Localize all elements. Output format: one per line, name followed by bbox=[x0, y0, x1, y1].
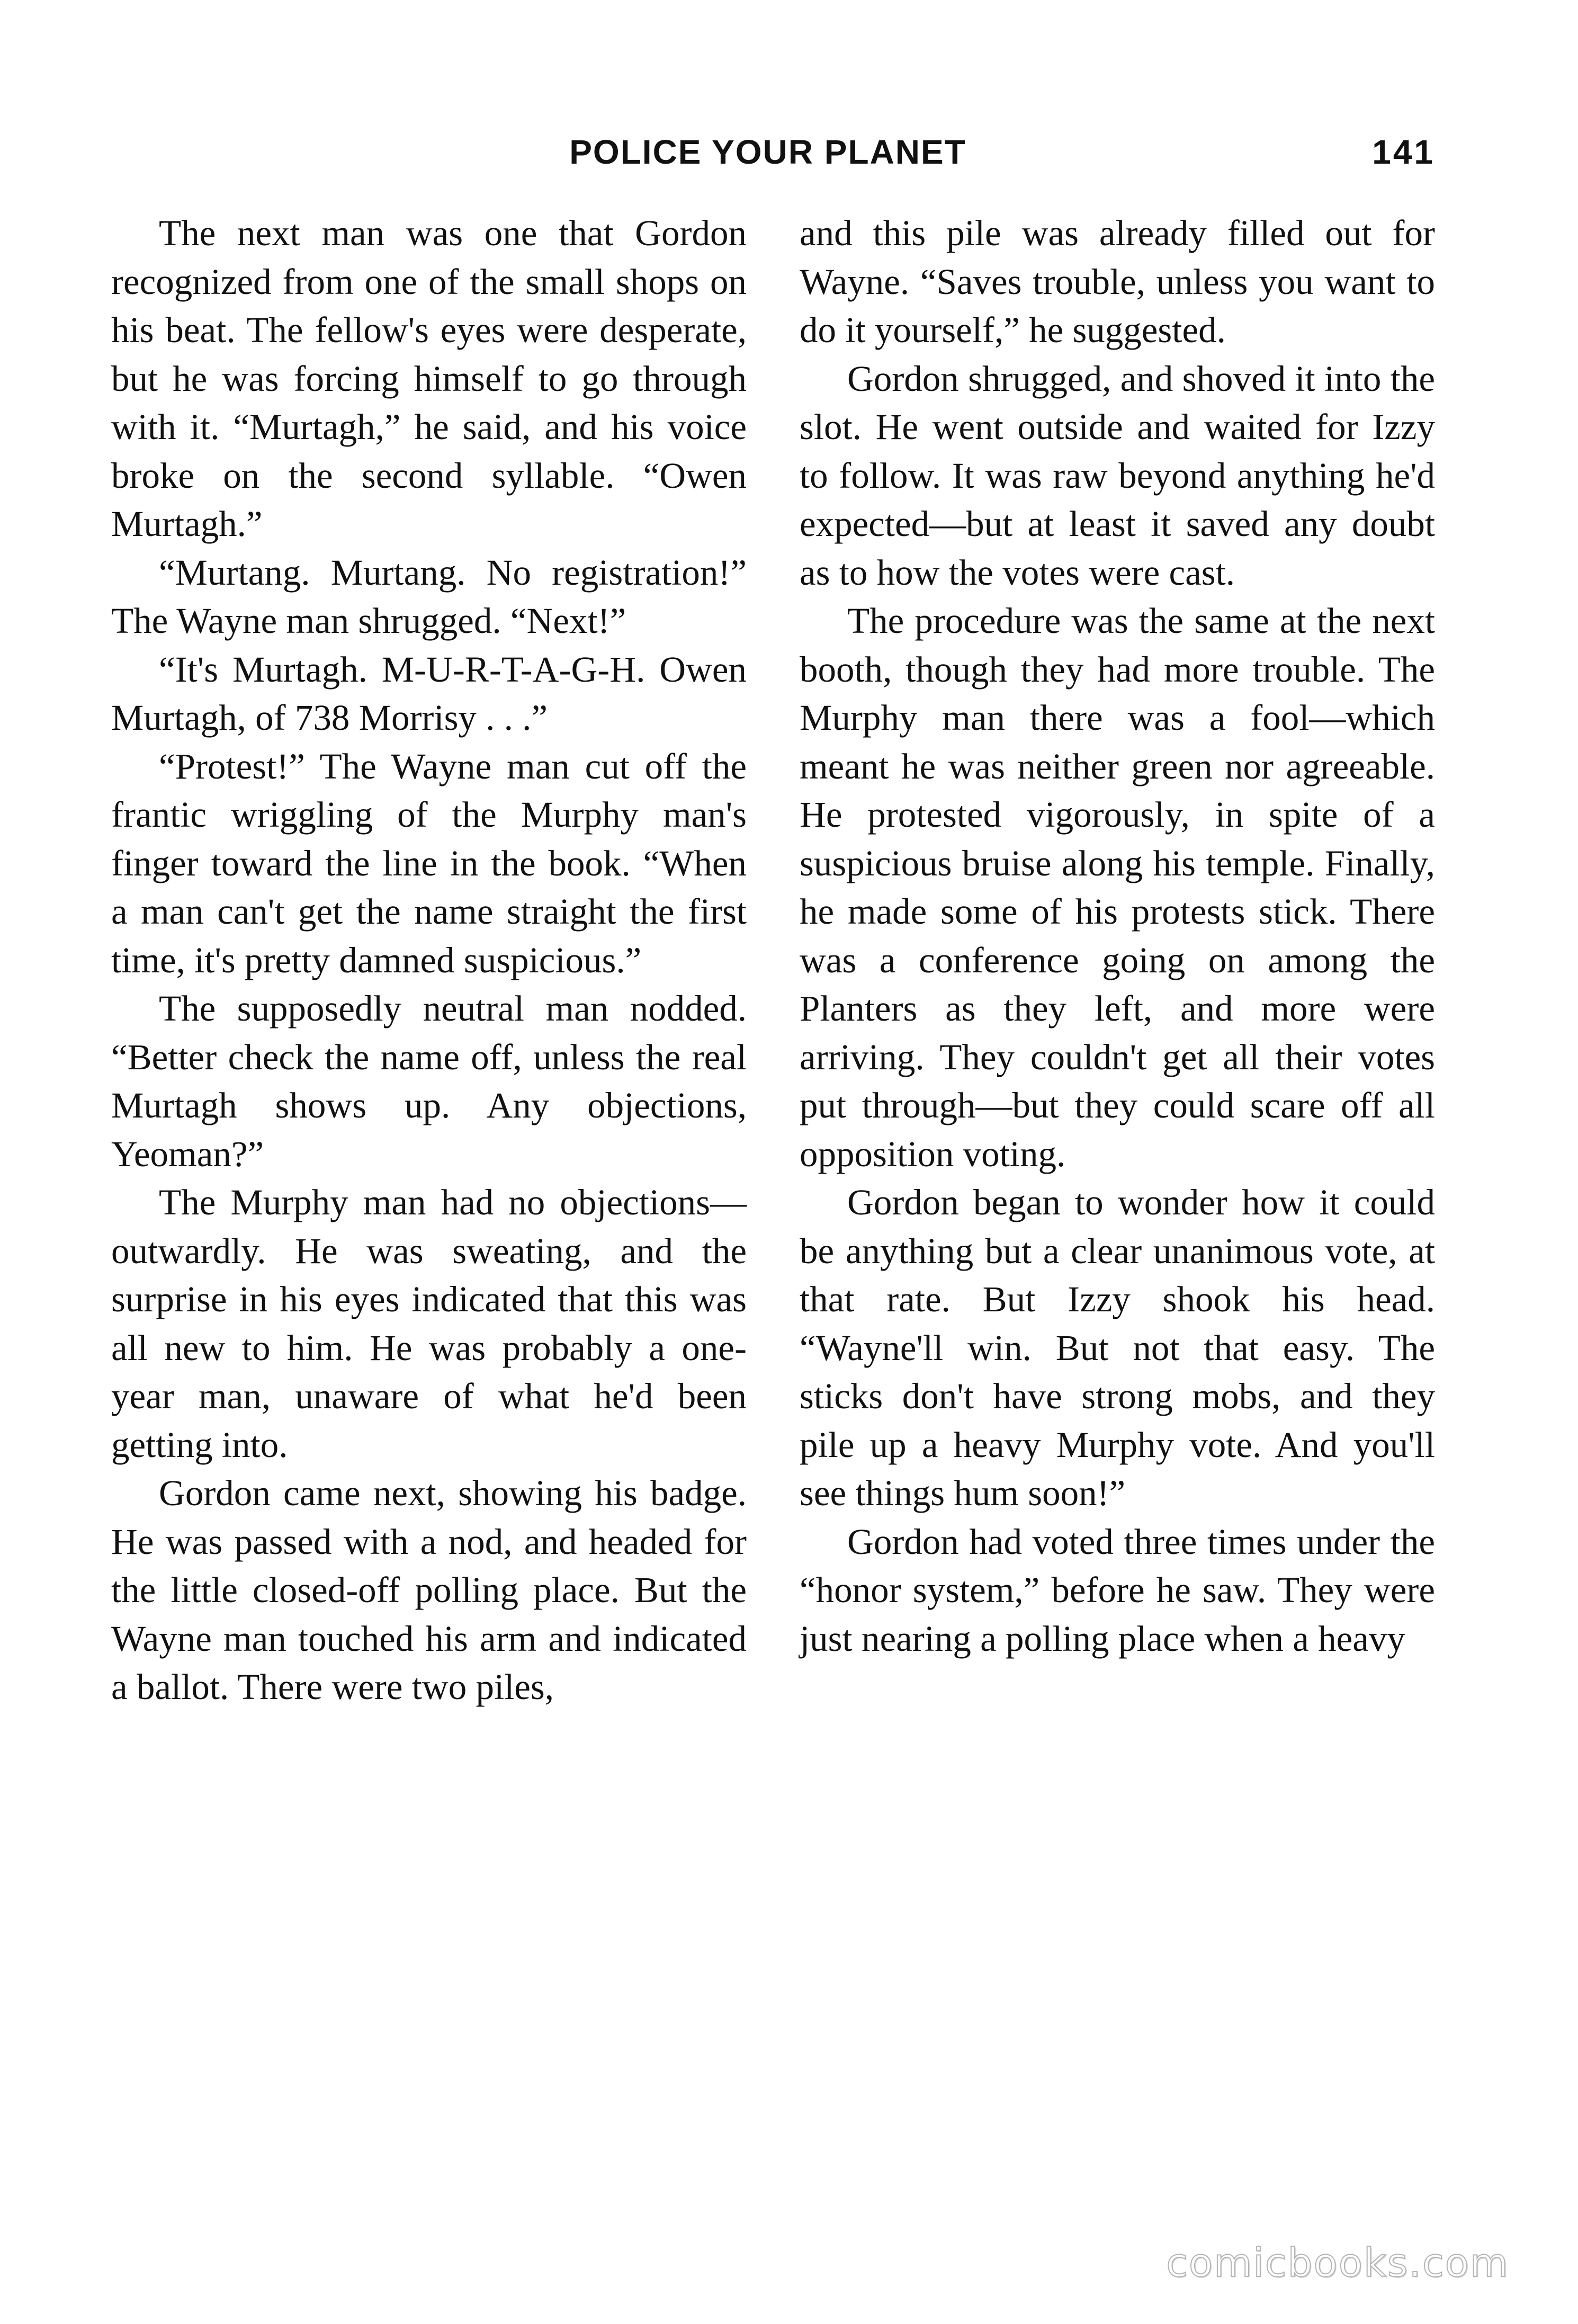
paragraph: “It's Murtagh. M-U-R-T-A-G-H. Owen Murtagh, of 738 Morrisy . . .” bbox=[111, 649, 747, 738]
paragraph: Gordon had voted three times under the “honor system,” before he saw. They were just nearing a polling place when a heavy bbox=[800, 1521, 1435, 1659]
running-title: POLICE YOUR PLANET bbox=[569, 133, 966, 171]
paragraph: Gordon came next, showing his badge. He was passed with a nod, and headed for the little closed-off polling place. But the Wayne man touched his arm and indicated a ballot. There were two piles, bbox=[111, 1473, 747, 1707]
paragraph: “Murtang. Murtang. No registration!” The Wayne man shrugged. “Next!” bbox=[111, 552, 747, 641]
paragraph: “Protest!” The Wayne man cut off the frantic wriggling of the Murphy man's finger toward the line in the book. “When a man can't get the name straight the first time, it's pretty damned suspicious.” bbox=[111, 746, 747, 980]
right-column bbox=[800, 209, 1435, 1663]
left-column bbox=[111, 209, 747, 1712]
paragraph: and this pile was already filled out for Wayne. “Saves trouble, unless you want to do it yourself,” he suggested. bbox=[800, 213, 1435, 350]
paragraph: Gordon shrugged, and shoved it into the slot. He went outside and waited for Izzy to follow. It was raw beyond anything he'd expected—but at least it saved any doubt as to how the votes were cast. bbox=[800, 358, 1435, 593]
paragraph: The supposedly neutral man nodded. “Better check the name off, unless the real Murtagh shows up. Any objections, Yeoman?” bbox=[111, 988, 747, 1174]
paragraph: The next man was one that Gordon recognized from one of the small shops on his beat. The fellow's eyes were desperate, but he was forcing himself to go through with it. “Murtagh,” he said, and his voice broke on the second syllable. “Owen Murtagh.” bbox=[111, 213, 747, 544]
paragraph: The procedure was the same at the next booth, though they had more trouble. The Murphy man there was a fool—which meant he was neither green nor agreeable. He protested vigorously, in spite of a suspicious bruise along his temple. Finally, he made some of his protests stick. There was a conference going on among the Planters as they left, and more were arriving. They couldn't get all their votes put through—but they could scare off all opposition voting. bbox=[800, 601, 1435, 1174]
page-number: 141 bbox=[1372, 133, 1435, 171]
paragraph: The Murphy man had no objections—outwardly. He was sweating, and the surprise in his eyes indicated that this was all new to him. He was probably a one-year man, unaware of what he'd been getting into. bbox=[111, 1182, 747, 1465]
paragraph: Gordon began to wonder how it could be anything but a clear unanimous vote, at that rate. But Izzy shook his head. “Wayne'll win. But not that easy. The sticks don't have strong mobs, and they pile up a heavy Murphy vote. And you'll see things hum soon!” bbox=[800, 1182, 1435, 1513]
watermark-logo: comicbooks.com bbox=[1166, 2240, 1509, 2286]
